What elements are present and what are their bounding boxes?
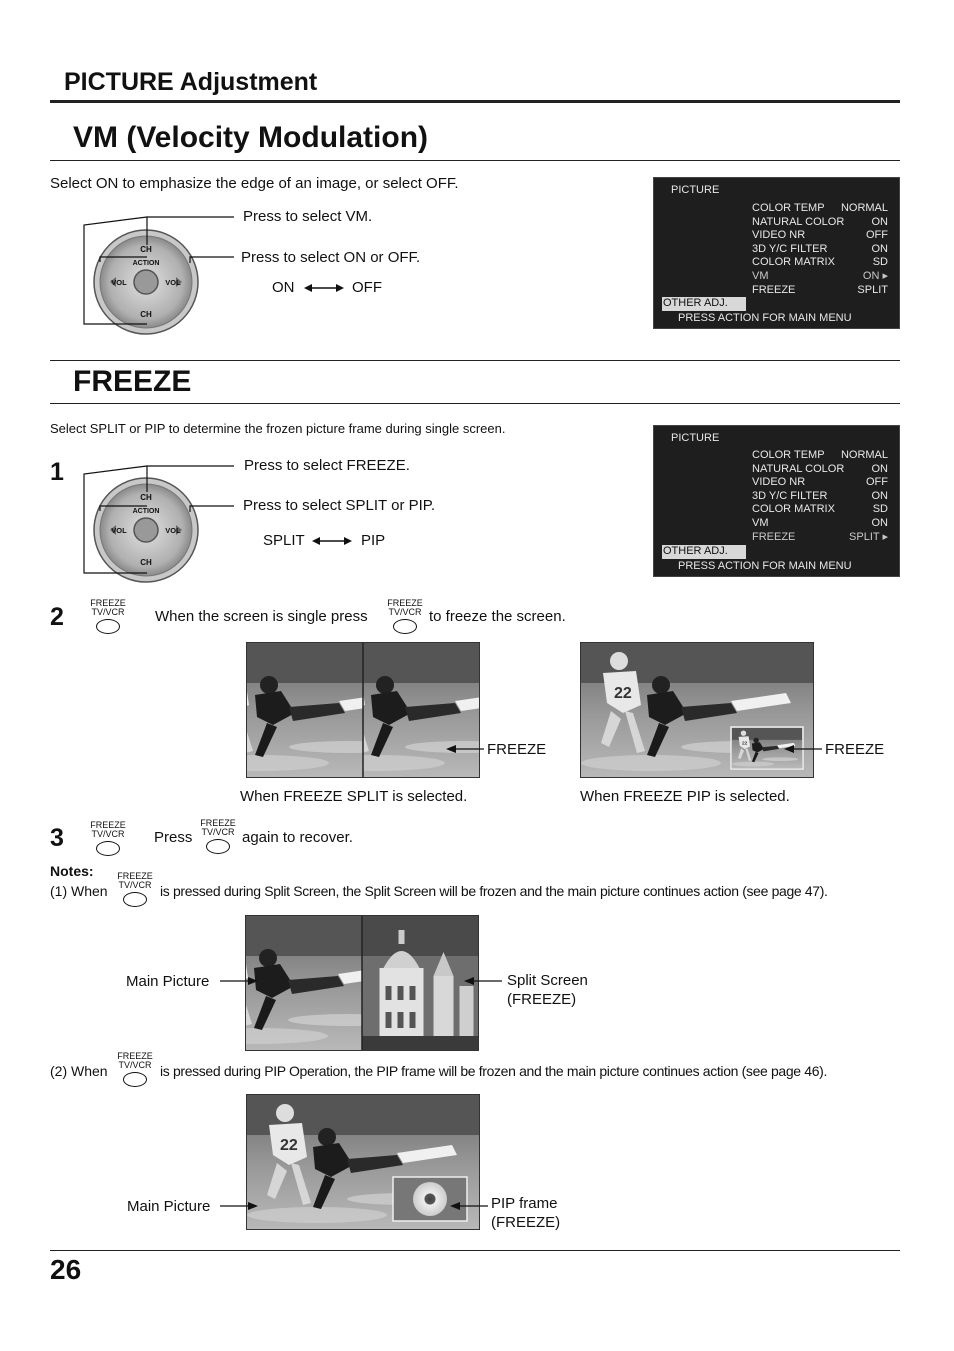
freeze-split-screen-image — [246, 642, 480, 778]
note-2-pip-frame-label: PIP frame — [491, 1195, 558, 1212]
vm-off-label: OFF — [352, 279, 382, 296]
note-2-pip-image — [246, 1094, 480, 1230]
step-3-text-b: again to recover. — [242, 829, 353, 846]
dial-vol-left-label: VOL — [111, 526, 127, 535]
vm-intro: Select ON to emphasize the edge of an image, or select OFF. — [50, 175, 459, 192]
freeze-pip-image — [580, 642, 814, 778]
osd-title: PICTURE — [671, 184, 720, 196]
osd-row-freeze: FREEZE SPLIT — [752, 283, 888, 296]
step-2-number: 2 — [50, 603, 64, 631]
freeze-title-rule — [50, 403, 900, 404]
dial-ch-bottom-label: CH — [140, 310, 152, 319]
osd-row-vm-selected: VM ON ▸ — [752, 270, 888, 282]
split-caption: When FREEZE SPLIT is selected. — [240, 788, 468, 805]
page-number: 26 — [50, 1254, 82, 1285]
note-2-main-arrow — [220, 1199, 260, 1213]
section-header: PICTURE Adjustment — [64, 68, 318, 96]
osd-row-color-temp: COLOR TEMP NORMAL — [752, 449, 888, 461]
dial-ch-bottom-label: CH — [140, 558, 152, 567]
osd-other-adj: OTHER ADJ. — [662, 545, 746, 559]
osd-row-color-temp: COLOR TEMP NORMAL — [752, 202, 888, 214]
note-2-text-b: is pressed during PIP Operation, the PIP frame will be frozen and the main picture continues action (see page 46). — [160, 1063, 827, 1079]
step-3-number: 3 — [50, 824, 64, 852]
osd-other-adj: OTHER ADJ. — [662, 297, 746, 311]
note-2-pip-arrow — [448, 1199, 488, 1213]
freeze-top-rule — [50, 360, 900, 361]
vm-title-rule — [50, 160, 900, 161]
note-1-split-screen-image — [245, 915, 479, 1051]
note-1-text-b: is pressed during Split Screen, the Split Screen will be frozen and the main picture continues action (see page 47). — [160, 883, 828, 899]
split-freeze-arrow — [444, 742, 484, 756]
osd-title: PICTURE — [671, 432, 720, 444]
note-1-split-freeze-label: (FREEZE) — [507, 991, 577, 1008]
vm-osd-menu — [653, 177, 900, 329]
freeze-pip-label: PIP — [361, 532, 386, 549]
note-2-text-a: (2) When — [50, 1063, 108, 1079]
freeze-osd-menu — [653, 425, 900, 577]
osd-row-3d-yc-filter: 3D Y/C FILTER ON — [752, 242, 888, 255]
dial-ch-top-label: CH — [140, 245, 152, 254]
freeze-button[interactable]: FREEZE TV/VCR — [86, 821, 130, 856]
osd-footer: PRESS ACTION FOR MAIN MENU — [678, 560, 852, 572]
note-1-main-arrow — [220, 974, 260, 988]
dial-ch-top-label: CH — [140, 493, 152, 502]
notes-heading: Notes: — [50, 863, 94, 879]
freeze-toggle-label: Press to select SPLIT or PIP. — [243, 497, 436, 514]
note-1-main-picture-label: Main Picture — [126, 973, 210, 990]
osd-row-freeze-selected: FREEZE SPLIT ▸ — [752, 530, 888, 543]
note-2-pip-freeze-label: (FREEZE) — [491, 1214, 561, 1231]
step-1-number: 1 — [50, 458, 64, 486]
step-2-text-b: to freeze the screen. — [429, 608, 566, 625]
vm-title: VM (Velocity Modulation) — [73, 121, 429, 154]
step-2-text-a: When the screen is single press — [155, 608, 368, 625]
osd-row-3d-yc-filter: 3D Y/C FILTER ON — [752, 489, 888, 502]
osd-row-color-matrix: COLOR MATRIX SD — [752, 503, 888, 516]
freeze-title: FREEZE — [73, 365, 192, 398]
dial-action-label: ACTION — [132, 260, 160, 267]
dial-vol-right-label: VOL — [165, 526, 181, 535]
freeze-button[interactable]: FREEZE TV/VCR — [86, 599, 130, 634]
step-3-text-a: Press — [154, 829, 193, 846]
vm-select-label: Press to select VM. — [243, 208, 373, 225]
note-2-main-picture-label: Main Picture — [127, 1198, 211, 1215]
note-1-text-a: (1) When — [50, 883, 108, 899]
freeze-button-inline[interactable]: FREEZE TV/VCR — [196, 819, 240, 854]
osd-row-vm: VM ON — [752, 517, 888, 529]
header-rule — [50, 100, 900, 103]
osd-row-video-nr: VIDEO NR OFF — [752, 229, 888, 242]
note-1-split-arrow — [462, 974, 502, 988]
pip-caption: When FREEZE PIP is selected. — [580, 788, 790, 805]
dial-action-label: ACTION — [132, 508, 160, 515]
footer-rule — [50, 1250, 900, 1251]
freeze-select-label: Press to select FREEZE. — [244, 457, 410, 474]
freeze-action-dial[interactable] — [84, 473, 208, 587]
vm-action-dial[interactable] — [84, 225, 208, 339]
freeze-button-inline[interactable]: FREEZE TV/VCR — [113, 1052, 157, 1087]
freeze-button-inline[interactable]: FREEZE TV/VCR — [113, 872, 157, 907]
vm-toggle-label: Press to select ON or OFF. — [241, 249, 421, 266]
dial-vol-right-label: VOL — [165, 278, 181, 287]
pip-freeze-arrow — [782, 742, 822, 756]
osd-footer: PRESS ACTION FOR MAIN MENU — [678, 312, 852, 324]
vm-on-label: ON — [272, 279, 295, 296]
osd-row-natural-color: NATURAL COLOR ON — [752, 462, 888, 475]
osd-row-color-matrix: COLOR MATRIX SD — [752, 256, 888, 269]
split-freeze-label: FREEZE — [487, 741, 547, 758]
pip-freeze-label: FREEZE — [825, 741, 885, 758]
freeze-intro: Select SPLIT or PIP to determine the frozen picture frame during single screen. — [50, 421, 506, 436]
freeze-split-label: SPLIT — [263, 532, 305, 549]
note-1-split-screen-label: Split Screen — [507, 972, 588, 989]
dial-vol-left-label: VOL — [111, 278, 127, 287]
osd-row-video-nr: VIDEO NR OFF — [752, 476, 888, 489]
osd-row-natural-color: NATURAL COLOR ON — [752, 215, 888, 228]
freeze-button-inline[interactable]: FREEZE TV/VCR — [383, 599, 427, 634]
